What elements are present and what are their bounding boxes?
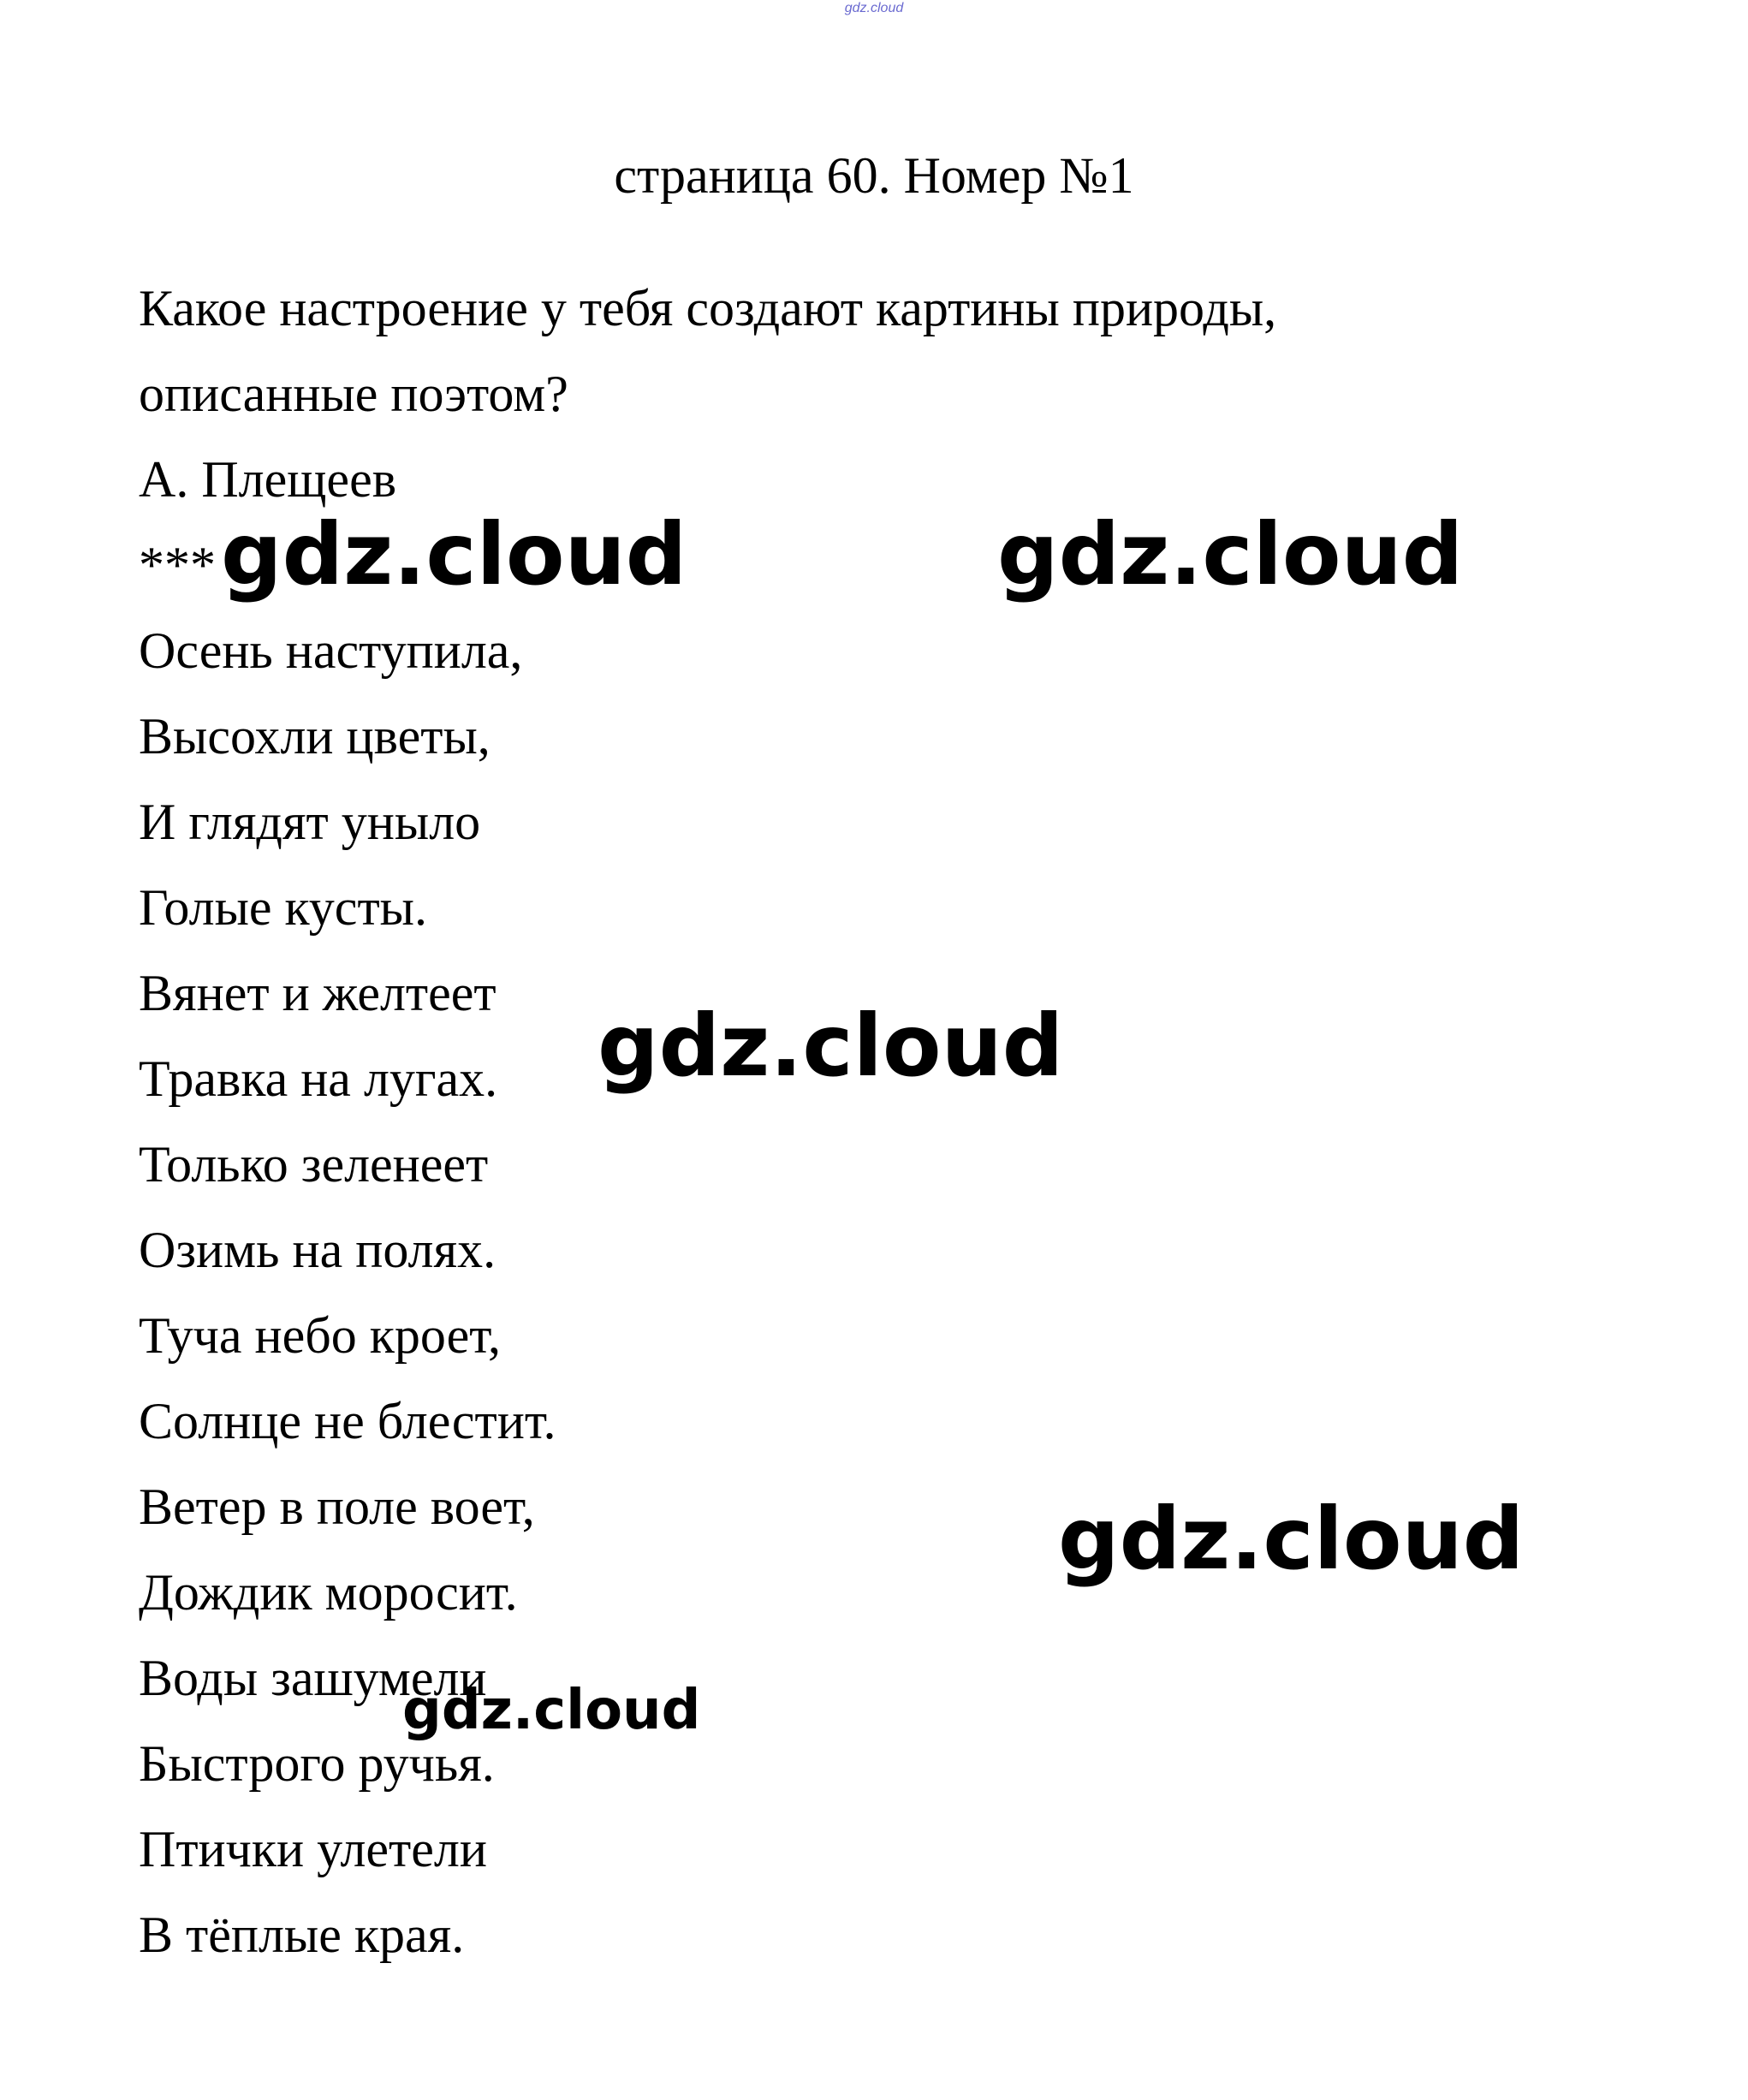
poem-line: И глядят уныло <box>139 794 481 850</box>
poem-line: Только зеленеет <box>139 1136 489 1193</box>
poem-line: Голые кусты. <box>139 879 427 936</box>
poem-line: Ветер в поле воет, <box>139 1478 535 1535</box>
poem-line: Осень наступила, <box>139 622 523 679</box>
poem-line: Туча небо кроет, <box>139 1307 501 1364</box>
poem-line: Травка на лугах. <box>139 1050 498 1107</box>
poem-line: Озимь на полях. <box>139 1222 496 1278</box>
poem-line: Птички улетели <box>139 1821 487 1877</box>
question-line-1: Какое настроение у тебя создают картины природы, <box>139 280 1277 336</box>
watermark: gdz.cloud <box>598 996 1064 1096</box>
poem-line: Вянет и желтеет <box>139 965 496 1021</box>
watermark: gdz.cloud <box>221 504 687 604</box>
watermark: gdz.cloud <box>402 1679 701 1742</box>
site-mark: gdz.cloud <box>844 1 904 15</box>
poem-line: Быстрого ручья. <box>139 1735 495 1792</box>
poem-line: Высохли цветы, <box>139 708 491 764</box>
question-line-2: описанные поэтом? <box>139 366 568 422</box>
watermark: gdz.cloud <box>1058 1489 1525 1589</box>
poem-line: Воды зашумели <box>139 1650 487 1706</box>
poem-stars: *** <box>139 537 216 593</box>
poem-line: Солнце не блестит. <box>139 1393 556 1449</box>
poem-author: А. Плещеев <box>139 451 397 508</box>
watermark: gdz.cloud <box>997 504 1464 604</box>
poem-line: В тёплые края. <box>139 1907 465 1963</box>
poem-line: Дождик моросит. <box>139 1564 518 1621</box>
page-title: страница 60. Номер №1 <box>614 147 1134 204</box>
